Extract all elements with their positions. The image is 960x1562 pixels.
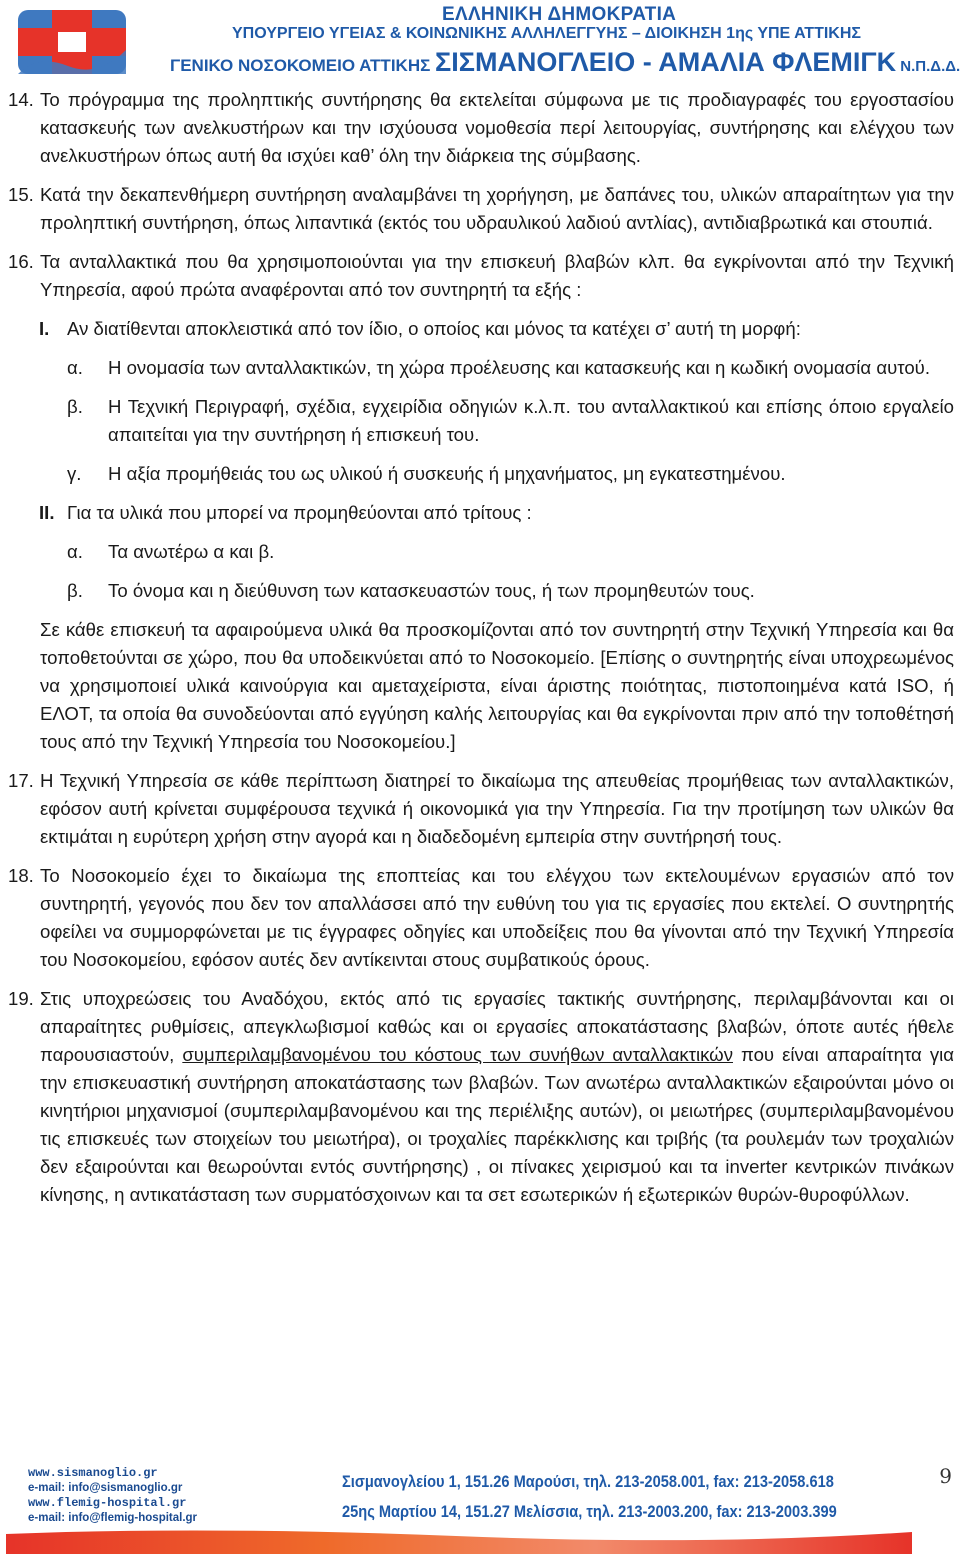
list-item-19 [8,985,954,1209]
sub-text: Τα ανωτέρω α και β. [108,541,275,562]
list-text: Τα ανταλλακτικά που θα χρησιμοποιούνται για την επισκευή βλαβών κλπ. θα εγκρίνονται από την Τεχνική Υπηρεσία, αφού πρώτα αναφέρονται από τον συντηρητή τα εξής : [40,251,954,300]
list-number: 16. [8,251,34,272]
sub-item-I-c [8,460,954,488]
list-item-14 [8,86,954,170]
letter-number: α. [67,541,83,562]
sub-item-II [8,499,954,527]
list-number: 15. [8,184,34,205]
letter-number: γ. [67,463,82,484]
list-number: 19. [8,988,34,1009]
footer [0,1460,960,1562]
sub-text: Η ονομασία των ανταλλακτικών, τη χώρα προέλευσης και κατασκευής και η κωδική ονομασία αυτού. [108,357,931,378]
sub-item-II-a [8,538,954,566]
list-item-15 [8,181,954,237]
website-link-flemig[interactable]: www.flemig-hospital.gr [28,1496,187,1510]
list-item-18 [8,862,954,974]
list-number: 14. [8,89,34,110]
list-text: Η Τεχνική Υπηρεσία σε κάθε περίπτωση διατηρεί το δικαίωμα της απευθείας προμήθειας των ανταλλακτικών, εφόσον αυτή κρίνεται συμφέρουσα τεχνικά ή οικονομικά για την Υπηρεσία. Για την προτίμηση των υλικών θα εκτιμάται η ευρύτερη χρήση στην αγορά και η διαδεδομένη εμπειρία στην συντήρησή τους. [40,770,954,847]
sub-text: Το όνομα και η διεύθυνση των κατασκευαστών τους, ή των προμηθευτών τους. [108,580,755,601]
list-item-16 [8,248,954,304]
list-text: Κατά την δεκαπενθήμερη συντήρηση αναλαμβάνει τη χορήγηση, με δαπάνες του, υλικών απαραίτητων για την προληπτική συντήρηση, όπως λιπαντικά (εκτός του υδραυλικού λαδιού αντλίας), αντιδιαβρωτικά και στουπιά. [40,184,954,233]
letter-number: β. [67,580,83,601]
header-hospital-prefix: ΓΕΝΙΚΟ ΝΟΣΟΚΟΜΕΙΟ ΑΤΤΙΚΗΣ [170,56,436,75]
roman-number: II. [39,502,55,523]
list-text-after: που είναι απαραίτητα για την επισκευαστική συντήρηση αποκατάστασης των βλαβών. Των ανωτέρω ανταλλακτικών εξαιρούνται μόνο οι κινητήριοι μηχανισμοί (συμπεριλαμβανομένου και της περιέλιξης αυτών), οι μειωτήρες (συμπεριλαμβανομένου τις επισκευές των στοιχείων του μειωτήρα), οι τροχαλίες παρέκκλισης και τριβής (τα ρουλεμάν των τροχαλιών δεν εξαιρούνται και θεωρούνται εντός συντήρησης) , οι πίνακες χειρισμού και τα inverter κεντρικών πινάκων κίνησης, η αντικατάσταση των συρματόσχοινων και τα σετ εσωτερικών ή εξωτερικών θυρών-θυροφύλλων. [40,1044,955,1205]
sub-item-I-a [8,354,954,382]
footer-color-band [6,1526,912,1554]
header-hospital [170,47,960,78]
sub-text: Για τα υλικά που μπορεί να προμηθεύονται από τρίτους : [67,502,532,523]
letterhead [0,0,960,84]
email-link-flemig[interactable]: e-mail: info@flemig-hospital.gr [28,1512,198,1524]
hospital-cross-logo-icon [8,4,136,80]
list-number: 18. [8,865,34,886]
document-body [8,86,954,1220]
sub-text: Η αξία προμήθειάς του ως υλικού ή συσκευής ή μηχανήματος, μη εγκατεστημένου. [108,463,786,484]
page-number: 9 [939,1464,952,1488]
sub-item-I-b [8,393,954,449]
underlined-text: συμπεριλαμβανομένου του κόστους των συνήθων ανταλλακτικών [182,1044,733,1065]
list-text: Το πρόγραμμα της προληπτικής συντήρησης θα εκτελείται σύμφωνα με τις προδιαγραφές του εργοστασίου κατασκευής των ανελκυστήρων και την ισχύουσα νομοθεσία περί λειτουργίας, συντήρησης και ελέγχου των ανελκυστήρων όπως αυτή θα ισχύει καθ’ όλη την διάρκεια της σύμβασης. [40,89,954,166]
list-text-before: Στις υποχρεώσεις του Αναδόχου, εκτός από τις εργασίες τακτικής συντήρησης, περιλαμβάνονται και οι απαραίτητες ρυθμίσεις, απεγκλωβισμοί καθώς και οι εργασίες αποκατάστασης βλαβών, όποτε αυτές ήθελε παρουσιαστούν, [40,988,954,1065]
sub-text: Αν διατίθενται αποκλειστικά από τον ίδιο, ο οποίος και μόνος τα κατέχει σ’ αυτή τη μορφή: [67,318,801,339]
letter-number: β. [67,396,83,417]
address-flemig: 25ης Μαρτίου 14, 151.27 Μελίσσια, τηλ. 213-2003.200, fax: 213-2003.399 [342,1502,837,1521]
footer-contacts [28,1466,197,1526]
list-item-17 [8,767,954,851]
header-ministry: ΥΠΟΥΡΓΕΙΟ ΥΓΕΙΑΣ & ΚΟΙΝΩΝΙΚΗΣ ΑΛΛΗΛΕΓΓΥΗΣ – ΔΙΟΙΚΗΣΗ 1ης ΥΠΕ ΑΤΤΙΚΗΣ [232,25,861,42]
address-sismanoglio: Σισμανογλείου 1, 151.26 Μαρούσι, τηλ. 213-2058.001, fax: 213-2058.618 [342,1472,834,1491]
list-number: 17. [8,770,34,791]
sub-item-II-b [8,577,954,605]
header-hospital-name: ΣΙΣΜΑΝΟΓΛΕΙΟ - ΑΜΑΛΙΑ ΦΛΕΜΙΓΚ [435,47,897,77]
sub-text: Η Τεχνική Περιγραφή, σχέδια, εγχειρίδια οδηγιών κ.λ.π. του ανταλλακτικού και επίσης όποιο εργαλείο απαιτείται για την συντήρηση ή επισκευή του. [108,396,954,445]
email-link-sismanoglio[interactable]: e-mail: info@sismanoglio.gr [28,1482,183,1494]
paragraph-removed-materials: Σε κάθε επισκευή τα αφαιρούμενα υλικά θα προσκομίζονται από τον συντηρητή στην Τεχνική Υπηρεσία και θα τοποθετούνται σε χώρο, που θα υποδεικνύεται από το Νοσοκομείο. [Επίσης ο συντηρητής είναι υποχρεωμένος να χρησιμοποιεί υλικά καινούργια και αμεταχείριστα, είναι άριστης ποιότητας, πιστοποιημένα κατά ISO, ή ΕΛΟΤ, τα οποία θα συνοδεύονται από εγγύηση καλής λειτουργίας και θα εγκρίνονται πριν από την τοποθέτησή τους από την Τεχνική Υπηρεσία του Νοσοκομείου.] [40,619,954,752]
header-hospital-suffix: Ν.Π.Δ.Δ. [896,58,960,75]
sub-item-I [8,315,954,343]
header-republic: ΕΛΛΗΝΙΚΗ ΔΗΜΟΚΡΑΤΙΑ [442,4,677,25]
list-text: Το Νοσοκομείο έχει το δικαίωμα της εποπτείας και του ελέγχου των εκτελουμένων εργασιών από τον συντηρητή, γεγονός που δεν τον απαλλάσσει από την ευθύνη του για τις εργασίες που εκτελεί. Ο συντηρητής οφείλει να συμμορφώνεται με τις έγγραφες οδηγίες και υποδείξεις που θα γίνονται από την Τεχνική Υπηρεσία του Νοσοκομείου, εφόσον αυτές δεν αντίκεινται στους συμβατικούς όρους. [40,865,954,970]
roman-number: I. [39,318,50,339]
letter-number: α. [67,357,83,378]
website-link-sismanoglio[interactable]: www.sismanoglio.gr [28,1466,158,1480]
